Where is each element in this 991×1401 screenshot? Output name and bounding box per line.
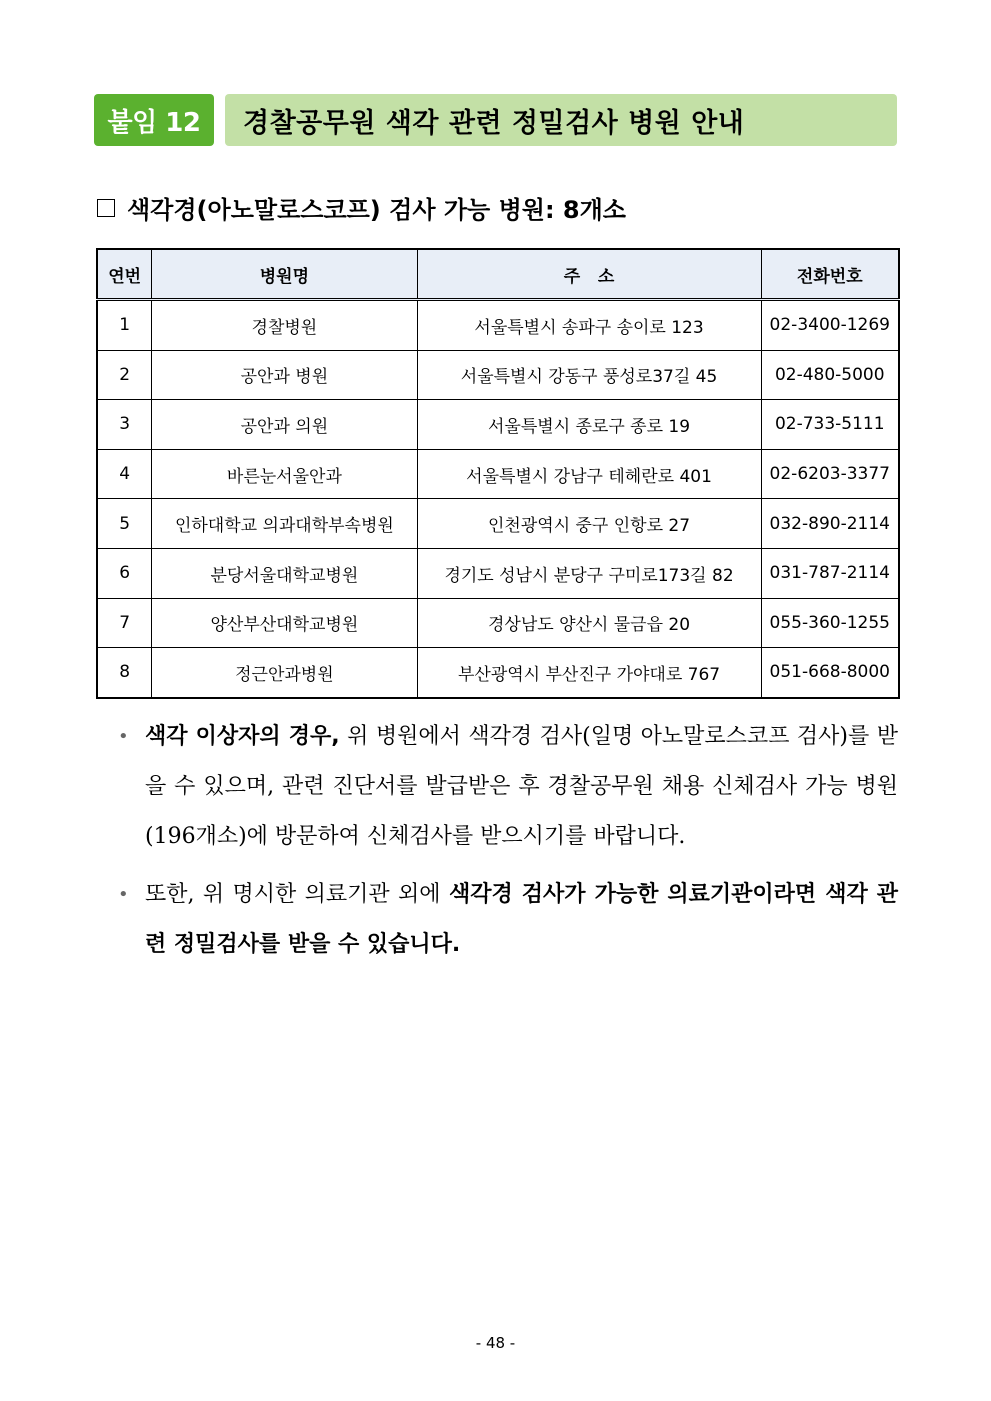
note-emphasis: 색각 이상자의 경우, [145,724,340,749]
row-number: 3 [97,400,152,450]
hospital-name: 정근안과병원 [152,648,417,698]
page-header [94,94,897,146]
table-row [97,548,899,598]
table-row [97,499,899,549]
header-phone: 전화번호 [761,249,899,300]
hospital-name: 공안과 의원 [152,400,417,450]
note-text: 위 병원에서 색각경 검사(일명 아노말로스코프 검사)를 받을 수 있으며, 관련 진단서를 발급받은 후 경찰공무원 채용 신체검사 가능 병원(196개소)에 방문하여 신체검사를 받으시기를 바랍니다. [145,724,898,849]
hospital-address: 서울특별시 송파구 송이로 123 [417,300,761,351]
hospital-phone: 02-3400-1269 [761,300,899,351]
table-header-row [97,249,899,300]
row-number: 5 [97,499,152,549]
note-emphasis: 색각경 검사가 가능한 의료기관이라면 색각 관련 정밀검사를 받을 수 있습니다. [145,882,898,957]
page-number: - 48 - [475,1334,516,1352]
hospital-address: 경기도 성남시 분당구 구미로173길 82 [417,548,761,598]
hospital-phone: 02-6203-3377 [761,449,899,499]
row-number: 7 [97,598,152,648]
hospital-address: 서울특별시 강동구 풍성로37길 45 [417,350,761,400]
note-text: 또한, 위 명시한 의료기관 외에 [145,882,449,907]
header-number: 연번 [97,249,152,300]
row-number: 1 [97,300,152,351]
hospital-name: 분당서울대학교병원 [152,548,417,598]
table-row [97,350,899,400]
note-item [118,712,898,862]
hospital-address: 서울특별시 강남구 테헤란로 401 [417,449,761,499]
hospital-name: 인하대학교 의과대학부속병원 [152,499,417,549]
table-row [97,400,899,450]
hospital-phone: 032-890-2114 [761,499,899,549]
hospital-phone: 02-480-5000 [761,350,899,400]
hospital-address: 경상남도 양산시 물금읍 20 [417,598,761,648]
header-hospital-name: 병원명 [152,249,417,300]
hospital-name: 공안과 병원 [152,350,417,400]
hospital-phone: 055-360-1255 [761,598,899,648]
header-address: 주 소 [417,249,761,300]
hospital-phone: 02-733-5111 [761,400,899,450]
table-row [97,598,899,648]
hospital-name: 경찰병원 [152,300,417,351]
hospital-phone: 031-787-2114 [761,548,899,598]
checkbox-icon [97,199,115,217]
hospital-name: 바른눈서울안과 [152,449,417,499]
table-row [97,449,899,499]
hospital-table [96,248,900,699]
hospital-address: 서울특별시 종로구 종로 19 [417,400,761,450]
hospital-name: 양산부산대학교병원 [152,598,417,648]
hospital-address: 인천광역시 중구 인항로 27 [417,499,761,549]
page-title: 경찰공무원 색각 관련 정밀검사 병원 안내 [225,94,897,146]
row-number: 8 [97,648,152,698]
hospital-phone: 051-668-8000 [761,648,899,698]
row-number: 2 [97,350,152,400]
row-number: 6 [97,548,152,598]
section-heading [97,190,626,225]
bullet-icon: • [118,884,129,905]
notes-list [118,712,898,978]
note-item [118,870,898,970]
bullet-icon: • [118,726,129,747]
attachment-badge: 붙임 12 [94,94,214,146]
section-heading-text: 색각경(아노말로스코프) 검사 가능 병원: 8개소 [127,196,626,224]
table-row [97,300,899,351]
row-number: 4 [97,449,152,499]
table-row [97,648,899,698]
hospital-address: 부산광역시 부산진구 가야대로 767 [417,648,761,698]
